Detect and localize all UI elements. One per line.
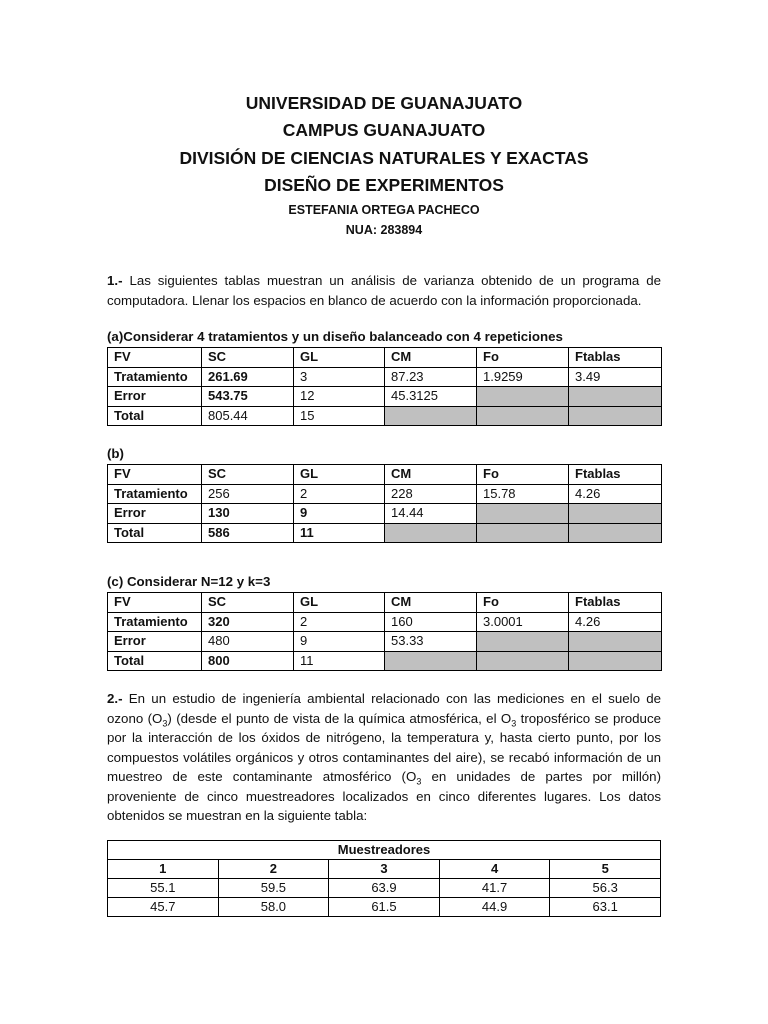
header-sc: SC — [202, 465, 294, 485]
cell: 2 — [294, 612, 385, 632]
cell: 9 — [294, 632, 385, 652]
cell: 55.1 — [108, 879, 219, 898]
header-fv: FV — [108, 465, 202, 485]
cell: 15.78 — [477, 484, 569, 504]
course-title: DISEÑO DE EXPERIMENTOS — [264, 175, 504, 195]
header-ftablas: Ftablas — [569, 348, 662, 368]
cell: 480 — [202, 632, 294, 652]
subscript: 3 — [416, 776, 422, 787]
cell: 543.75 — [202, 387, 294, 407]
cell: 14.44 — [385, 504, 477, 524]
cell: 4.26 — [569, 612, 662, 632]
shaded-cell — [477, 504, 569, 524]
division-title: DIVISIÓN DE CIENCIAS NATURALES Y EXACTAS — [179, 148, 589, 168]
column-header: 3 — [329, 860, 440, 879]
table-header-row — [108, 593, 662, 613]
header-sc: SC — [202, 348, 294, 368]
cell: 53.33 — [385, 632, 477, 652]
header-fo: Fo — [477, 348, 569, 368]
cell: 59.5 — [218, 879, 329, 898]
muestreadores-table — [107, 840, 661, 917]
cell: 44.9 — [439, 898, 550, 917]
cell: 586 — [202, 523, 294, 543]
header-cm: CM — [385, 593, 477, 613]
question-1-text: Las siguientes tablas muestran un análisis de varianza obtenido de un programa de computadora. Llenar los espacios en blanco de acuerdo con la información proporcionada. — [107, 273, 661, 308]
author-name: ESTEFANIA ORTEGA PACHECO — [288, 203, 480, 217]
column-header: 4 — [439, 860, 550, 879]
shaded-cell — [477, 523, 569, 543]
table-row — [108, 367, 662, 387]
cell: 4.26 — [569, 484, 662, 504]
header-fo: Fo — [477, 593, 569, 613]
cell: 320 — [202, 612, 294, 632]
question-1 — [107, 271, 661, 310]
shaded-cell — [569, 387, 662, 407]
cell: 3 — [294, 367, 385, 387]
cell: 2 — [294, 484, 385, 504]
cell: 56.3 — [550, 879, 661, 898]
table-c-caption: (c) Considerar N=12 y k=3 — [107, 574, 271, 589]
question-1-number: 1.- — [107, 273, 123, 288]
cell: 11 — [294, 651, 385, 671]
subscript: 3 — [511, 718, 517, 729]
table-b-caption: (b) — [107, 446, 124, 461]
header-sc: SC — [202, 593, 294, 613]
cell: 63.1 — [550, 898, 661, 917]
campus-title: CAMPUS GUANAJUATO — [282, 120, 486, 140]
shaded-cell — [385, 406, 477, 426]
shaded-cell — [477, 632, 569, 652]
header-ftablas: Ftablas — [569, 593, 662, 613]
cell: Tratamiento — [108, 612, 202, 632]
cell: 130 — [202, 504, 294, 524]
cell: 160 — [385, 612, 477, 632]
table-row — [108, 406, 662, 426]
cell: 61.5 — [329, 898, 440, 917]
shaded-cell — [569, 651, 662, 671]
cell: 12 — [294, 387, 385, 407]
header-fo: Fo — [477, 465, 569, 485]
table-row — [108, 387, 662, 407]
cell: 11 — [294, 523, 385, 543]
shaded-cell — [477, 651, 569, 671]
anova-table-a — [107, 347, 662, 426]
anova-table-c — [107, 592, 662, 671]
table-header-row — [108, 860, 661, 879]
table-row — [108, 651, 662, 671]
header-gl: GL — [294, 348, 385, 368]
header-fv: FV — [108, 348, 202, 368]
cell: 45.3125 — [385, 387, 477, 407]
muestreadores-title: Muestreadores — [108, 841, 661, 860]
header-cm: CM — [385, 465, 477, 485]
cell: Error — [108, 387, 202, 407]
cell: 228 — [385, 484, 477, 504]
table-row — [108, 484, 662, 504]
column-header: 1 — [108, 860, 219, 879]
header-cm: CM — [385, 348, 477, 368]
cell: 1.9259 — [477, 367, 569, 387]
cell: 15 — [294, 406, 385, 426]
shaded-cell — [569, 523, 662, 543]
student-nua: NUA: 283894 — [345, 223, 423, 237]
cell: Tratamiento — [108, 367, 202, 387]
cell: Tratamiento — [108, 484, 202, 504]
cell: Total — [108, 523, 202, 543]
cell: Error — [108, 632, 202, 652]
cell: 256 — [202, 484, 294, 504]
table-a-caption: (a)Considerar 4 tratamientos y un diseño balanceado con 4 repeticiones — [107, 329, 563, 344]
shaded-cell — [385, 523, 477, 543]
header-gl: GL — [294, 593, 385, 613]
shaded-cell — [385, 651, 477, 671]
cell: Error — [108, 504, 202, 524]
column-header: 2 — [218, 860, 329, 879]
cell: 41.7 — [439, 879, 550, 898]
cell: 58.0 — [218, 898, 329, 917]
question-2 — [107, 689, 661, 826]
cell: 9 — [294, 504, 385, 524]
subscript: 3 — [162, 718, 168, 729]
table-row — [108, 523, 662, 543]
header-gl: GL — [294, 465, 385, 485]
table-row — [108, 632, 662, 652]
question-2-text-1: En un estudio de ingeniería ambiental relacionado con las mediciones en el suelo de ozono (O — [107, 691, 662, 726]
shaded-cell — [569, 632, 662, 652]
table-title-row — [108, 841, 661, 860]
cell: 63.9 — [329, 879, 440, 898]
anova-table-b — [107, 464, 662, 543]
cell: 87.23 — [385, 367, 477, 387]
cell: 805.44 — [202, 406, 294, 426]
shaded-cell — [477, 406, 569, 426]
cell: 3.0001 — [477, 612, 569, 632]
cell: 3.49 — [569, 367, 662, 387]
shaded-cell — [569, 504, 662, 524]
table-header-row — [108, 465, 662, 485]
cell: Total — [108, 651, 202, 671]
question-2-text-2: ) (desde el punto de vista de la química atmosférica, el O — [167, 710, 512, 726]
shaded-cell — [569, 406, 662, 426]
question-2-text-3: troposférico se produce por la interacción de los óxidos de nitrógeno, la temperatura y, hasta cierto punto, por los compuestos volátiles orgánicos y otros contaminantes del aire), se recabó información de un muestreo de este contaminante atmosférico (O — [107, 710, 661, 784]
university-title: UNIVERSIDAD DE GUANAJUATO — [245, 93, 523, 113]
question-2-number: 2.- — [107, 691, 123, 706]
header-fv: FV — [108, 593, 202, 613]
shaded-cell — [477, 387, 569, 407]
header-ftablas: Ftablas — [569, 465, 662, 485]
table-header-row — [108, 348, 662, 368]
table-row — [108, 879, 661, 898]
question-2-text-4: en unidades de partes por millón) proveniente de cinco muestreadores localizados en cinco diferentes lugares. Los datos obtenidos se muestran en la siguiente tabla: — [107, 769, 661, 823]
cell: 45.7 — [108, 898, 219, 917]
cell: 800 — [202, 651, 294, 671]
table-row — [108, 504, 662, 524]
cell: Total — [108, 406, 202, 426]
column-header: 5 — [550, 860, 661, 879]
cell: 261.69 — [202, 367, 294, 387]
table-row — [108, 898, 661, 917]
table-row — [108, 612, 662, 632]
